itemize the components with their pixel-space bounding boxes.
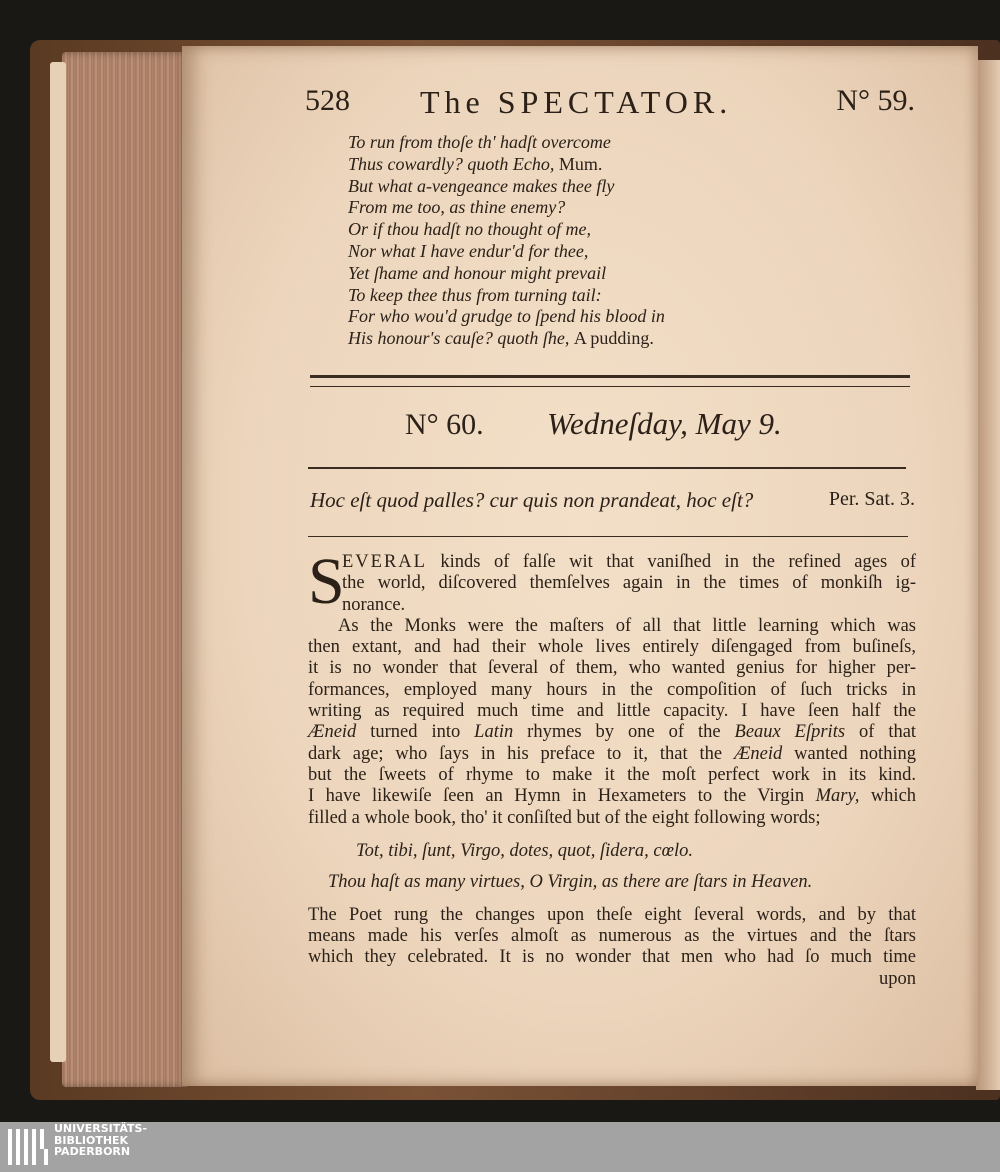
library-logo-icon [6, 1125, 50, 1169]
paragraph-3 [308, 905, 916, 990]
latin-verse: Tot, tibi, ſunt, Virgo, dotes, quot, ſidera, cœlo. [356, 840, 693, 861]
issue-number: N° 60. [405, 408, 484, 441]
motto-rule [308, 536, 908, 537]
opening-paragraph [308, 545, 916, 618]
verse-line: But what a-vengeance makes thee fly [348, 175, 615, 196]
text-line: but the ſweets of rhyme to make it the moſt perfect work in its kind. [308, 764, 916, 785]
verse-line: To run from thoſe th' hadſt overcome [348, 132, 611, 152]
issue-heading [405, 408, 825, 454]
verse-line: From me too, as thine enemy? [348, 197, 566, 218]
motto-source: Per. Sat. 3. [828, 488, 915, 510]
drop-cap: S [308, 545, 345, 618]
paragraph-2 [308, 616, 916, 829]
motto-text: Hoc eſt quod palles? cur quis non prandeat, hoc eſt? [310, 488, 754, 512]
text-line: then extant, and had their whole lives entirely diſengaged from buſineſs, [308, 637, 916, 658]
page-edges [62, 52, 187, 1087]
text-line: As the Monks were the maſters of all that little learning which was [338, 615, 916, 636]
section-rule [310, 375, 910, 378]
text-line: which they celebrated. It is no wonder that men who had ſo much time [308, 947, 916, 968]
library-footer [0, 1122, 1000, 1172]
opening-caps: EVERAL [342, 552, 427, 572]
running-head [305, 84, 915, 128]
heading-rule [308, 467, 906, 469]
running-title: The SPECTATOR. [420, 84, 733, 120]
verse-line: Yet ſhame and honour might prevail [348, 262, 607, 283]
text-line: I have likewiſe ſeen an Hymn in Hexameters to the Virgin Mary, which [308, 786, 917, 807]
text-line: norance. [342, 594, 406, 615]
text-line: the world, diſcovered themſelves again in the times of monkiſh ig- [342, 573, 916, 594]
verse-line: For who wou'd grudge to ſpend his blood in [348, 306, 665, 327]
verse-block [348, 132, 868, 350]
text-line: formances, employed many hours in the compoſition of ſuch tricks in [308, 679, 916, 700]
facing-page-edge [976, 60, 1000, 1090]
running-issue-number: N° 59. [836, 84, 915, 117]
text-line: filled a whole book, tho' it conſiſted but of the eight following words; [308, 807, 821, 828]
page-number: 528 [305, 84, 350, 117]
echo-reply: Mum. [558, 153, 603, 174]
verse-line: To keep thee thus from turning tail: [348, 284, 602, 305]
text-line: EVERAL kinds of falſe wit that vaniſhed in the refined ages of [342, 552, 916, 572]
verse-line: His honour's cauſe? quoth ſhe, A pudding. [348, 328, 654, 349]
catchword: upon [879, 968, 916, 989]
essay-body [308, 545, 917, 990]
text-line: means made his verſes almoſt as numerous as the virtues and the ſtars [308, 926, 916, 947]
section-rule [310, 386, 910, 387]
text-line: it is no wonder that ſeveral of them, who wanted genius for higher per- [308, 658, 916, 679]
verse-translation: Thou haſt as many virtues, O Virgin, as there are ſtars in Heaven. [328, 871, 813, 892]
text-line: dark age; who ſays in his preface to it, that the Æneid wanted nothing [308, 743, 916, 764]
issue-date: Wedneſday, May 9. [547, 406, 782, 441]
text-line: Æneid turned into Latin rhymes by one of the Beaux Eſprits of that [308, 722, 917, 743]
motto [310, 488, 915, 518]
text-line: writing as required much time and little capacity. I have ſeen half the [308, 701, 916, 722]
she-reply: A pudding. [573, 328, 654, 349]
library-name: UNIVERSITÄTS- BIBLIOTHEK PADERBORN [54, 1122, 148, 1158]
verse-line: Or if thou hadſt no thought of me, [348, 219, 591, 240]
verse-line: Nor what I have endur'd for thee, [348, 240, 589, 261]
verse-line: Thus cowardly? quoth Echo, Mum. [348, 153, 603, 174]
text-line: The Poet rung the changes upon theſe eight ſeveral words, and by that [308, 904, 916, 925]
